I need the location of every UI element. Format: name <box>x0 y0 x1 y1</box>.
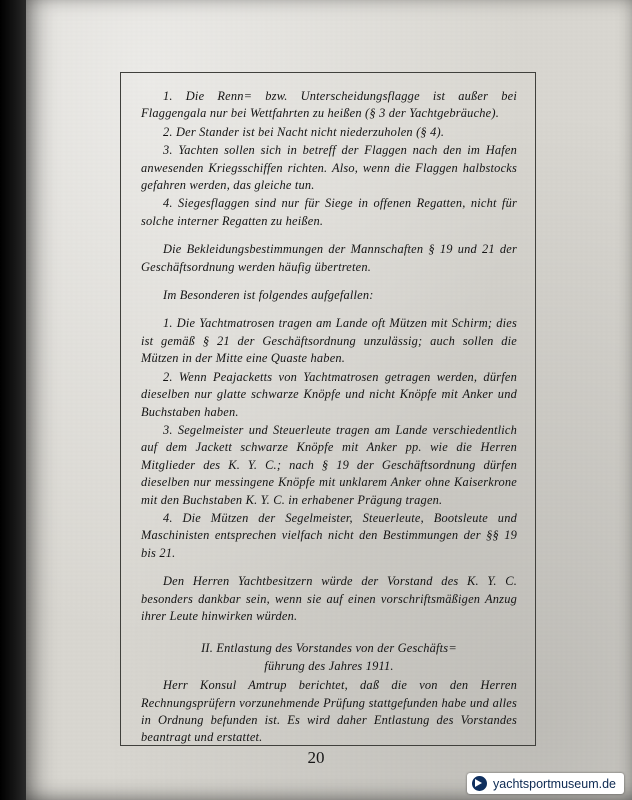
page-text-body <box>133 84 525 745</box>
paragraph-5 <box>141 241 517 276</box>
paragraph-3 <box>141 142 517 194</box>
section-heading-line-2: führung des Jahres 1911. <box>264 658 394 673</box>
paragraph-2 <box>141 124 517 141</box>
anchor-circle-icon <box>472 776 487 791</box>
paragraph-3-text: 3. Yachten sollen sich in betreff der Flaggen nach den im Hafen anwesenden Kriegsschiffen richten. Also, wenn die Flaggen halbstocks gefahren werden, das gleiche tun. <box>141 143 517 193</box>
paragraph-6-text: Im Besonderen ist folgendes aufgefallen: <box>163 288 374 303</box>
watermark <box>467 773 624 794</box>
book-binding-shadow <box>0 0 26 800</box>
paragraph-11 <box>141 573 517 625</box>
paragraph-10-text: 4. Die Mützen der Segelmeister, Steuerleute, Bootsleute und Maschinisten entsprechen vielfach nicht den Bestimmungen der §§ 19 bis 21. <box>141 510 517 560</box>
paragraph-6 <box>141 287 517 304</box>
paragraph-4 <box>141 195 517 230</box>
paragraph-7-text: 1. Die Yachtmatrosen tragen am Lande oft Mützen mit Schirm; dies ist gemäß § 21 der Geschäftsordnung unzulässig; auch sollen die Mützen in der Mitte eine Quaste haben. <box>141 316 517 366</box>
paragraph-9 <box>141 422 517 509</box>
paragraph-4-text: 4. Siegesflaggen sind nur für Siege in offenen Regatten, nicht für solche interner Regatten zu heißen. <box>141 196 517 228</box>
paragraph-9-text: 3. Segelmeister und Steuerleute tragen am Lande verschiedentlich auf dem Jackett schwarze Knöpfe mit Anker pp. wie die Herren Mitglieder des K. Y. C.; nach § 19 der Geschäftsordnung dürfen dieselben nur messingene Knöpfe mit unklarem Anker ohne Kaiserkrone mit den Buchstaben K. Y. C. in erhabener Prägung tragen. <box>141 422 517 507</box>
paragraph-10 <box>141 510 517 562</box>
page-number: 20 <box>307 748 325 767</box>
section-heading-line-1: II. Entlastung des Vorstandes von der Geschäfts= <box>201 641 457 656</box>
paragraph-2-text: 2. Der Stander ist bei Nacht nicht niederzuholen (§ 4). <box>163 124 445 139</box>
paragraph-12-text: Herr Konsul Amtrup berichtet, daß die von den Herren Rechnungsprüfern vorzunehmende Prüfung stattgefunden habe und alles in Ordnung befunden ist. Es wird daher Entlastung des Vorstandes beantragt und erstattet. <box>141 678 517 745</box>
paragraph-8-text: 2. Wenn Peajacketts von Yachtmatrosen getragen werden, dürfen dieselben nur glatte schwarze Knöpfe und nicht Knöpfe mit Anker und Buchstaben haben. <box>141 369 517 419</box>
section-heading <box>141 640 517 675</box>
paragraph-1-text: 1. Die Renn= bzw. Unterscheidungsflagge ist außer bei Flaggengala nur bei Wettfahrten zu heißen (§ 3 der Yachtgebräuche). <box>141 89 517 121</box>
paragraph-7 <box>141 315 517 367</box>
paragraph-5-text: Die Bekleidungsbestimmungen der Mannschaften § 19 und 21 der Geschäftsordnung werden häufig übertreten. <box>141 242 517 274</box>
paragraph-11-text: Den Herren Yachtbesitzern würde der Vorstand des K. Y. C. besonders dankbar sein, wenn sie auf einen vorschriftsmäßigen Anzug ihrer Leute hinwirken würden. <box>141 574 517 623</box>
paragraph-8 <box>141 369 517 421</box>
paragraph-12 <box>141 677 517 747</box>
paragraph-1 <box>141 88 517 123</box>
watermark-label: yachtsportmuseum.de <box>493 776 616 791</box>
